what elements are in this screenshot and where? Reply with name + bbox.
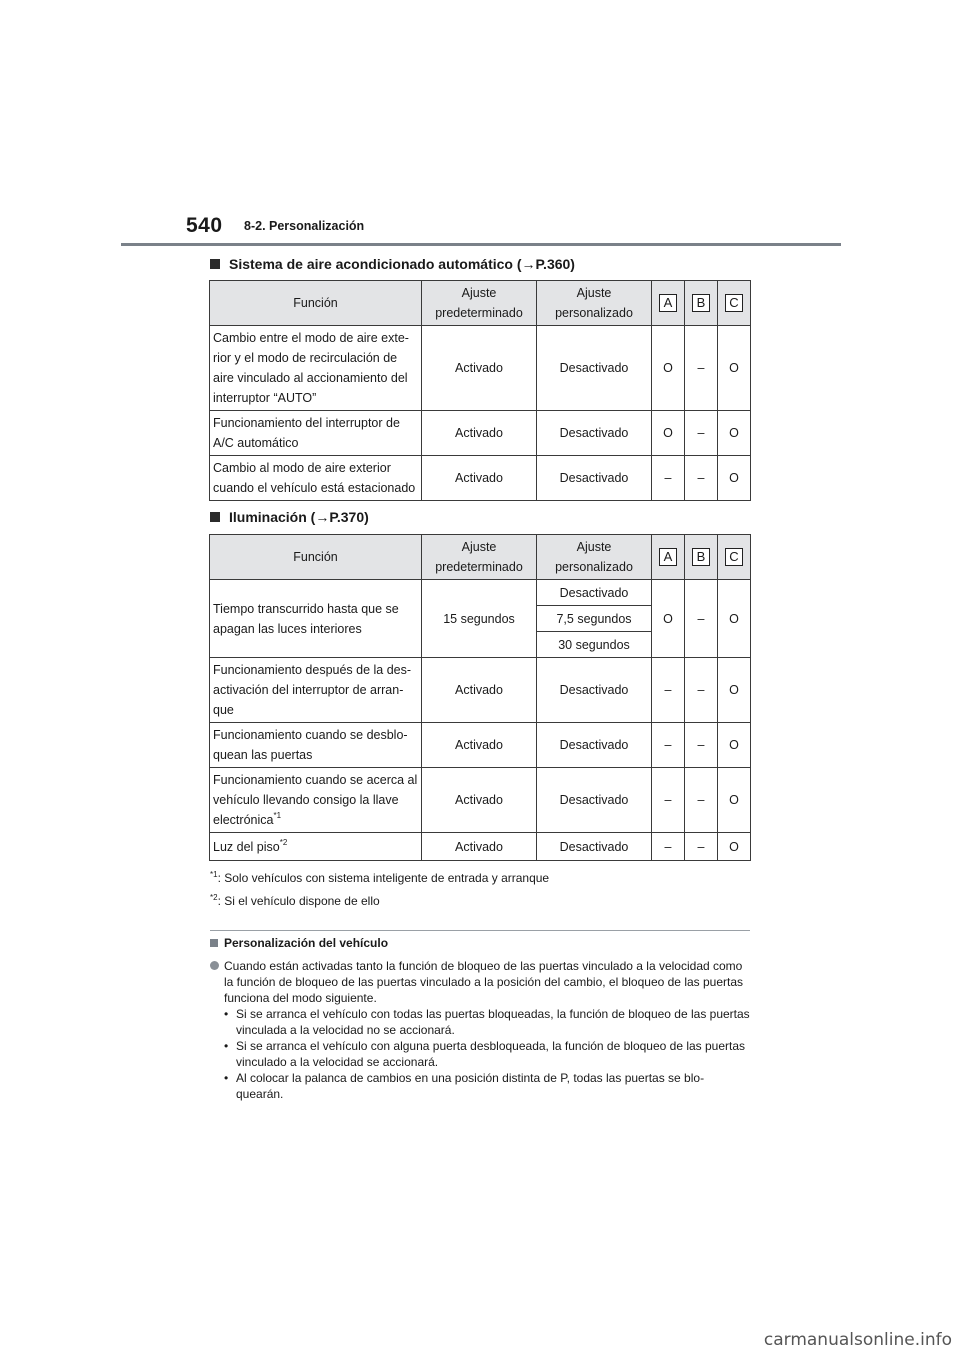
cell-a: – (652, 456, 685, 501)
cell-a: – (652, 768, 685, 833)
letter-a-box: A (659, 548, 677, 566)
circle-bullet-icon (210, 961, 219, 970)
cell-default: Activado (422, 768, 537, 833)
cell-default: Activado (422, 658, 537, 723)
footnote-ref: *1 (273, 811, 282, 820)
cell-b: – (685, 580, 718, 658)
footnote-mark: *1 (210, 870, 218, 879)
cell-func: Funcionamiento después de la des-activación del interruptor de arran-que (210, 658, 422, 723)
cell-custom: Desactivado (537, 768, 652, 833)
notes-main-text: Cuando están activadas tanto la función de bloqueo de las puertas vinculado a la velocidad como la función de bloqueo de las puertas vinculado a la posición del cambio, el bloqueo de las puertas funciona del modo siguiente. (224, 959, 744, 1005)
table-lighting (209, 534, 751, 861)
cell-b: – (685, 723, 718, 768)
notes-heading (210, 936, 388, 950)
cell-c: O (718, 580, 751, 658)
cell-default: 15 segundos (422, 580, 537, 658)
cell-a: O (652, 326, 685, 411)
table-row (210, 456, 751, 501)
cell-func: Cambio entre el modo de aire exte-rior y el modo de recirculación de aire vinculado al accionamiento del interruptor “AUTO” (210, 326, 422, 411)
list-item: • Al colocar la palanca de cambios en una posición distinta de P, todas las puertas se blo-quearán. (224, 1070, 750, 1102)
notes-rule (210, 930, 750, 931)
cell-b: – (685, 768, 718, 833)
cell-b: – (685, 658, 718, 723)
section-heading-ac (210, 256, 575, 272)
letter-b-box: B (692, 294, 710, 312)
table-ac (209, 280, 751, 501)
page-number: 540 (186, 214, 223, 237)
cell-b: – (685, 326, 718, 411)
cell-c: O (718, 768, 751, 833)
cell-func: Funcionamiento del interruptor de A/C automático (210, 411, 422, 456)
cell-c: O (718, 326, 751, 411)
letter-a-box: A (659, 294, 677, 312)
cell-a: – (652, 658, 685, 723)
cell-default: Activado (422, 456, 537, 501)
cell-a: O (652, 580, 685, 658)
cell-custom-option: 30 segundos (537, 632, 652, 658)
cell-custom: Desactivado (537, 833, 652, 861)
square-bullet-icon (210, 512, 220, 522)
table-header-row (210, 281, 751, 326)
notes-heading-text: Personalización del vehículo (224, 936, 389, 950)
section-heading-ac-text: Sistema de aire acondicionado automático (→P.360) (229, 256, 575, 272)
watermark: carmanualsonline.info (763, 1330, 952, 1350)
table-row (210, 580, 751, 606)
cell-c: O (718, 658, 751, 723)
col-ajuste-predeterminado: Ajuste predeterminado (422, 535, 537, 580)
footnote-mark: *2 (210, 893, 218, 902)
table-row (210, 768, 751, 833)
letter-c-box: C (725, 548, 743, 566)
cell-custom: Desactivado (537, 411, 652, 456)
cell-custom-option: Desactivado (537, 580, 652, 606)
cell-func-text: Funcionamiento cuando se acerca al vehículo llevando consigo la llave electrónica (213, 773, 418, 827)
cell-func: Tiempo transcurrido hasta que se apagan las luces interiores (210, 580, 422, 658)
section-heading-lighting (210, 509, 369, 525)
col-b (685, 535, 718, 580)
table-row (210, 658, 751, 723)
cell-default: Activado (422, 326, 537, 411)
square-bullet-icon (210, 939, 218, 947)
cell-b: – (685, 411, 718, 456)
col-ajuste-personalizado: Ajuste personalizado (537, 535, 652, 580)
notes-body (210, 958, 750, 1102)
col-funcion: Función (210, 281, 422, 326)
list-item: • Si se arranca el vehículo con alguna puerta desbloqueada, la función de bloqueo de las puertas vinculado a la velocidad se accionará. (224, 1038, 750, 1070)
cell-custom: Desactivado (537, 456, 652, 501)
col-ajuste-predeterminado: Ajuste predeterminado (422, 281, 537, 326)
cell-b: – (685, 456, 718, 501)
cell-a: O (652, 411, 685, 456)
col-a (652, 535, 685, 580)
col-funcion: Función (210, 535, 422, 580)
cell-default: Activado (422, 833, 537, 861)
cell-b: – (685, 833, 718, 861)
cell-c: O (718, 411, 751, 456)
col-b (685, 281, 718, 326)
cell-func (210, 833, 422, 861)
cell-default: Activado (422, 723, 537, 768)
table-row (210, 411, 751, 456)
col-c (718, 281, 751, 326)
letter-b-box: B (692, 548, 710, 566)
table-header-row (210, 535, 751, 580)
notes-sub-list (224, 1006, 750, 1102)
cell-func: Cambio al modo de aire exterior cuando el vehículo está estacionado (210, 456, 422, 501)
cell-custom: Desactivado (537, 326, 652, 411)
col-c (718, 535, 751, 580)
cell-c: O (718, 723, 751, 768)
footnote-text: : Si el vehículo dispone de ello (217, 894, 380, 908)
list-item: • Si se arranca el vehículo con todas las puertas bloqueadas, la función de bloqueo de las puertas vinculada a la velocidad no se accionará. (224, 1006, 750, 1038)
cell-default: Activado (422, 411, 537, 456)
footnote-2 (210, 894, 380, 908)
section-heading-lighting-text: Iluminación (→P.370) (229, 509, 369, 525)
square-bullet-icon (210, 259, 220, 269)
cell-custom: Desactivado (537, 658, 652, 723)
table-row (210, 833, 751, 861)
cell-func-text: Luz del piso (213, 839, 280, 854)
cell-custom-option: 7,5 segundos (537, 606, 652, 632)
cell-func (210, 768, 422, 833)
cell-custom: Desactivado (537, 723, 652, 768)
col-a (652, 281, 685, 326)
cell-func: Funcionamiento cuando se desblo-quean las puertas (210, 723, 422, 768)
footnote-text: : Solo vehículos con sistema inteligente de entrada y arranque (217, 871, 550, 885)
table-row (210, 723, 751, 768)
col-ajuste-personalizado: Ajuste personalizado (537, 281, 652, 326)
table-row (210, 326, 751, 411)
cell-c: O (718, 833, 751, 861)
cell-a: – (652, 833, 685, 861)
letter-c-box: C (725, 294, 743, 312)
footnote-1 (210, 871, 549, 885)
cell-a: – (652, 723, 685, 768)
footnote-ref: *2 (279, 837, 288, 847)
header-rule (121, 243, 841, 246)
section-label: 8-2. Personalización (244, 219, 365, 233)
cell-c: O (718, 456, 751, 501)
